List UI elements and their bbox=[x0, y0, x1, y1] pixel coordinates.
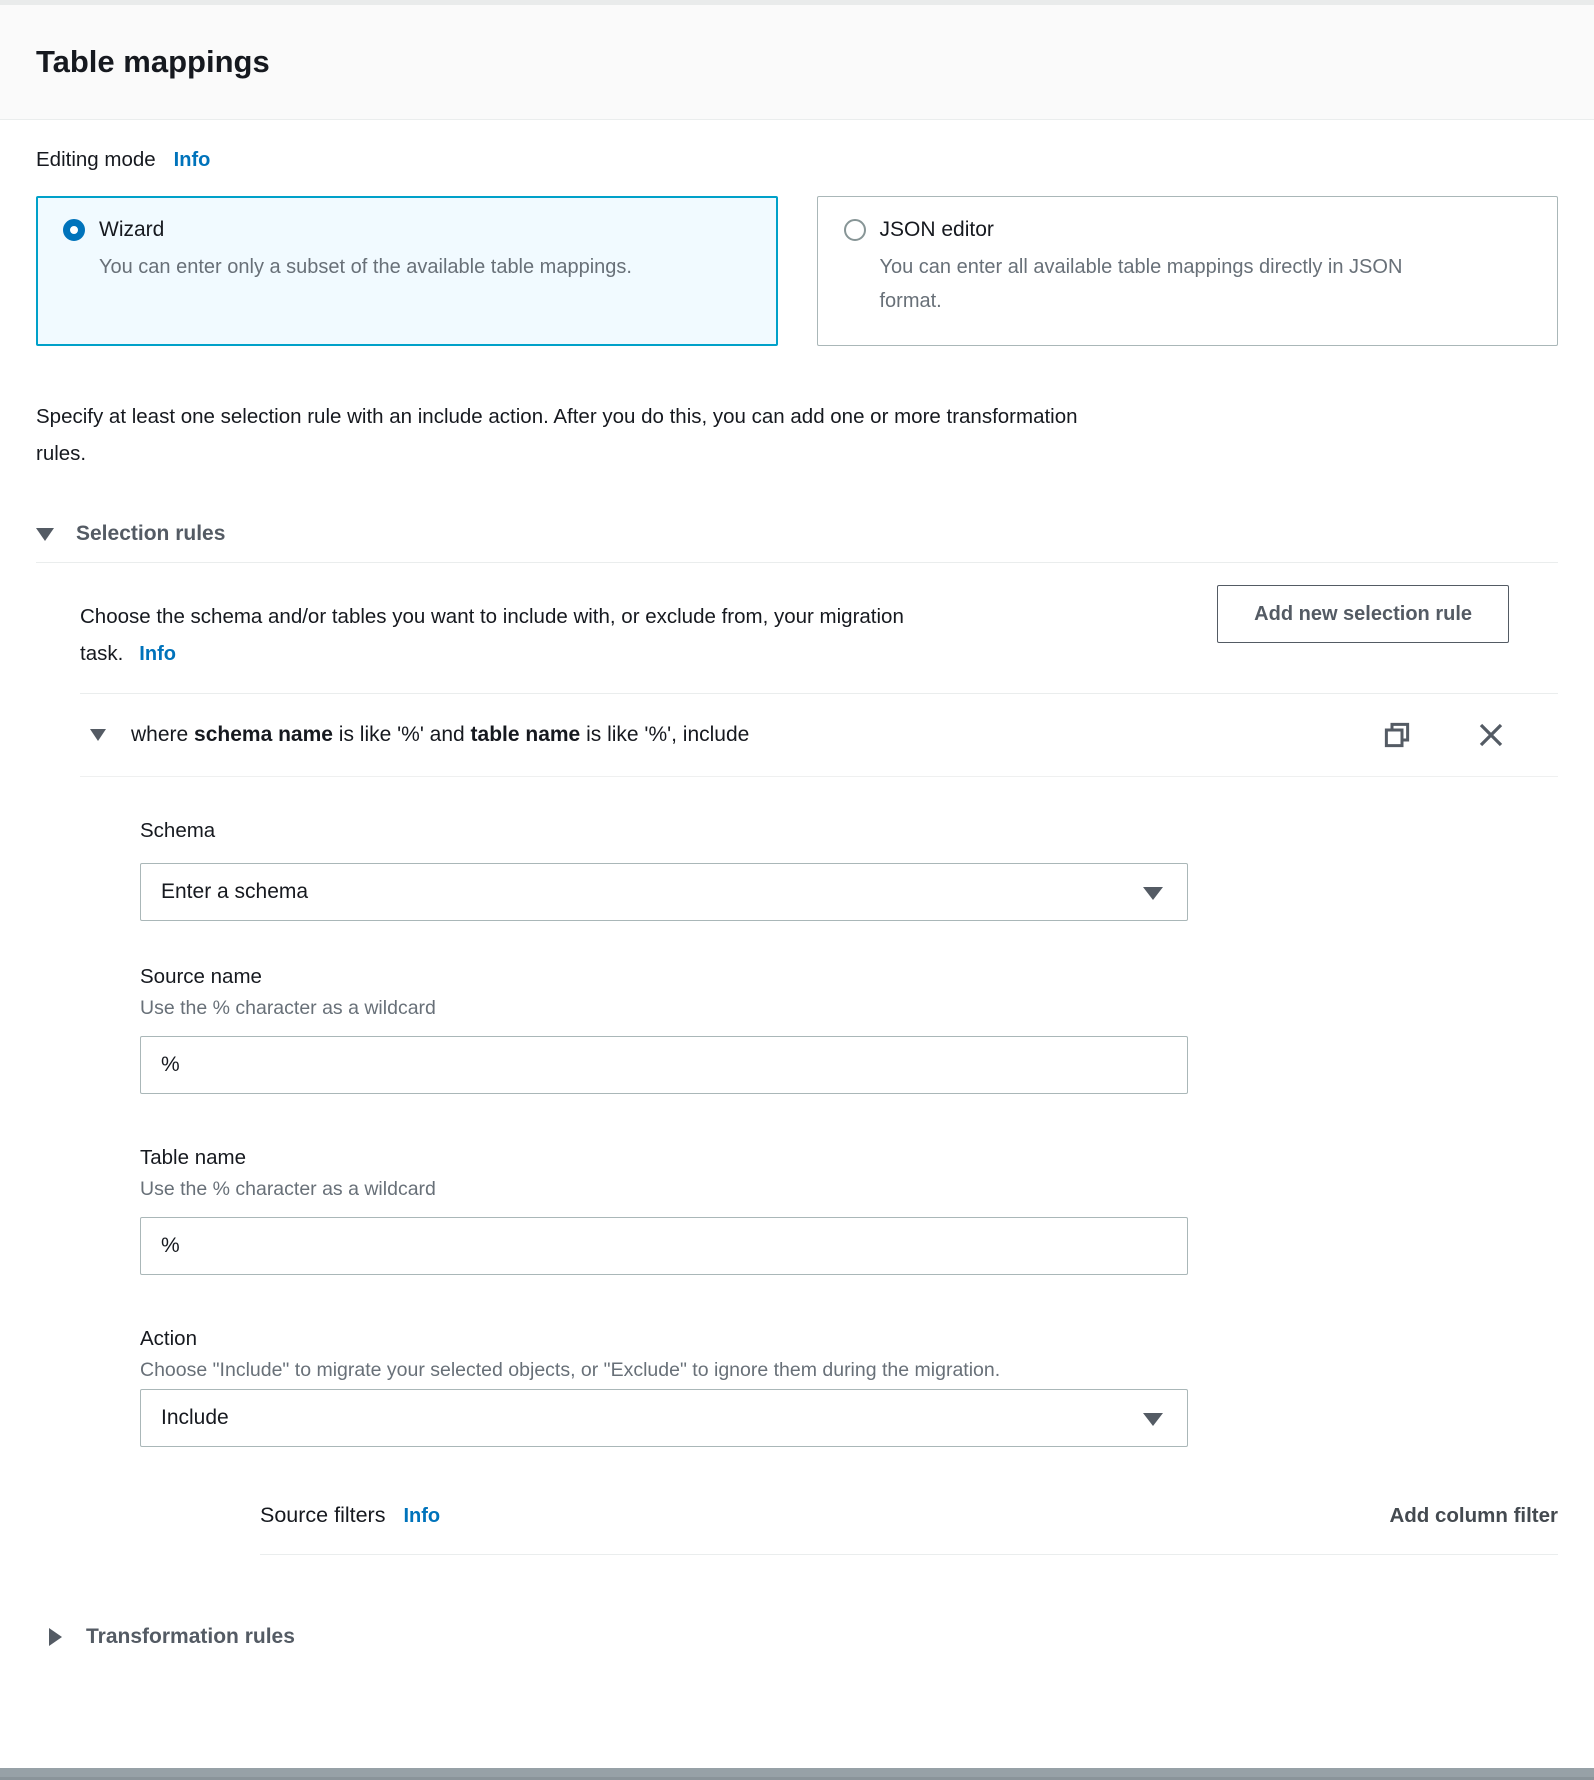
intro-text: Specify at least one selection rule with an include action. After you do this, you can add one or more transformation rules. bbox=[36, 405, 1078, 465]
action-hint: Choose "Include" to migrate your selected objects, or "Exclude" to ignore them during the migration. bbox=[140, 1359, 1001, 1381]
schema-select-value: Enter a schema bbox=[161, 880, 309, 903]
source-name-hint: Use the % character as a wildcard bbox=[140, 997, 436, 1019]
page-title: Table mappings bbox=[36, 44, 270, 79]
wizard-option-card[interactable] bbox=[36, 196, 778, 346]
json-editor-label: JSON editor bbox=[879, 218, 994, 241]
source-name-input[interactable] bbox=[140, 1036, 1188, 1094]
divider bbox=[80, 776, 1558, 777]
close-icon[interactable] bbox=[1476, 720, 1506, 750]
wizard-description: You can enter only a subset of the available table mappings. bbox=[99, 256, 632, 278]
selection-rule-header[interactable] bbox=[80, 694, 1558, 776]
chevron-down-icon bbox=[1143, 887, 1163, 900]
transformation-rules-title: Transformation rules bbox=[86, 1625, 295, 1648]
add-new-selection-rule-button[interactable]: Add new selection rule bbox=[1217, 585, 1509, 643]
selection-rules-info-link[interactable]: Info bbox=[139, 643, 176, 665]
chevron-down-icon bbox=[1143, 1413, 1163, 1426]
selection-rules-subheader bbox=[36, 585, 1558, 675]
editing-mode-cards bbox=[36, 196, 1558, 346]
schema-label: Schema bbox=[140, 819, 216, 842]
table-name-input[interactable] bbox=[140, 1217, 1188, 1275]
panel-header bbox=[0, 5, 1594, 120]
json-editor-description: You can enter all available table mappings directly in JSON format. bbox=[879, 256, 1403, 312]
wizard-label-row bbox=[63, 218, 751, 242]
main-content bbox=[0, 148, 1594, 1649]
selection-rule-form bbox=[140, 819, 1188, 1447]
wizard-label: Wizard bbox=[99, 218, 165, 241]
chevron-down-icon bbox=[90, 729, 106, 741]
divider bbox=[260, 1554, 1558, 1555]
source-filters-title: Source filters bbox=[260, 1503, 386, 1527]
json-editor-radio[interactable] bbox=[844, 219, 866, 241]
json-editor-label-row bbox=[844, 218, 1532, 242]
selection-rules-description: Choose the schema and/or tables you want to include with, or exclude from, your migration task. Info bbox=[80, 605, 904, 665]
source-filters-row bbox=[260, 1503, 1558, 1528]
bottom-bar bbox=[0, 1768, 1594, 1780]
wizard-radio[interactable] bbox=[63, 219, 85, 241]
schema-select[interactable] bbox=[140, 863, 1188, 921]
source-name-label: Source name bbox=[140, 965, 262, 988]
source-filters-info-link[interactable]: Info bbox=[403, 1505, 441, 1527]
transformation-rules-expander[interactable] bbox=[49, 1625, 1558, 1649]
chevron-down-icon bbox=[36, 528, 54, 541]
chevron-right-icon bbox=[49, 1628, 62, 1646]
divider bbox=[36, 562, 1558, 563]
add-column-filter-button[interactable]: Add column filter bbox=[1389, 1504, 1558, 1527]
rule-action-icons bbox=[1382, 720, 1506, 750]
editing-mode-row bbox=[36, 148, 1558, 172]
action-label: Action bbox=[140, 1327, 197, 1350]
selection-rule-summary: where schema name is like '%' and table name is like '%', include bbox=[131, 723, 750, 746]
editing-mode-label: Editing mode bbox=[36, 148, 156, 171]
table-name-hint: Use the % character as a wildcard bbox=[140, 1178, 436, 1200]
action-select[interactable] bbox=[140, 1389, 1188, 1447]
json-editor-option-card[interactable] bbox=[817, 196, 1559, 346]
selection-rules-expander[interactable] bbox=[36, 522, 1558, 546]
editing-mode-info-link[interactable]: Info bbox=[173, 149, 211, 171]
duplicate-rule-icon[interactable] bbox=[1382, 720, 1412, 750]
selection-rules-title: Selection rules bbox=[76, 522, 226, 545]
action-select-value: Include bbox=[161, 1406, 229, 1429]
table-name-label: Table name bbox=[140, 1146, 246, 1169]
